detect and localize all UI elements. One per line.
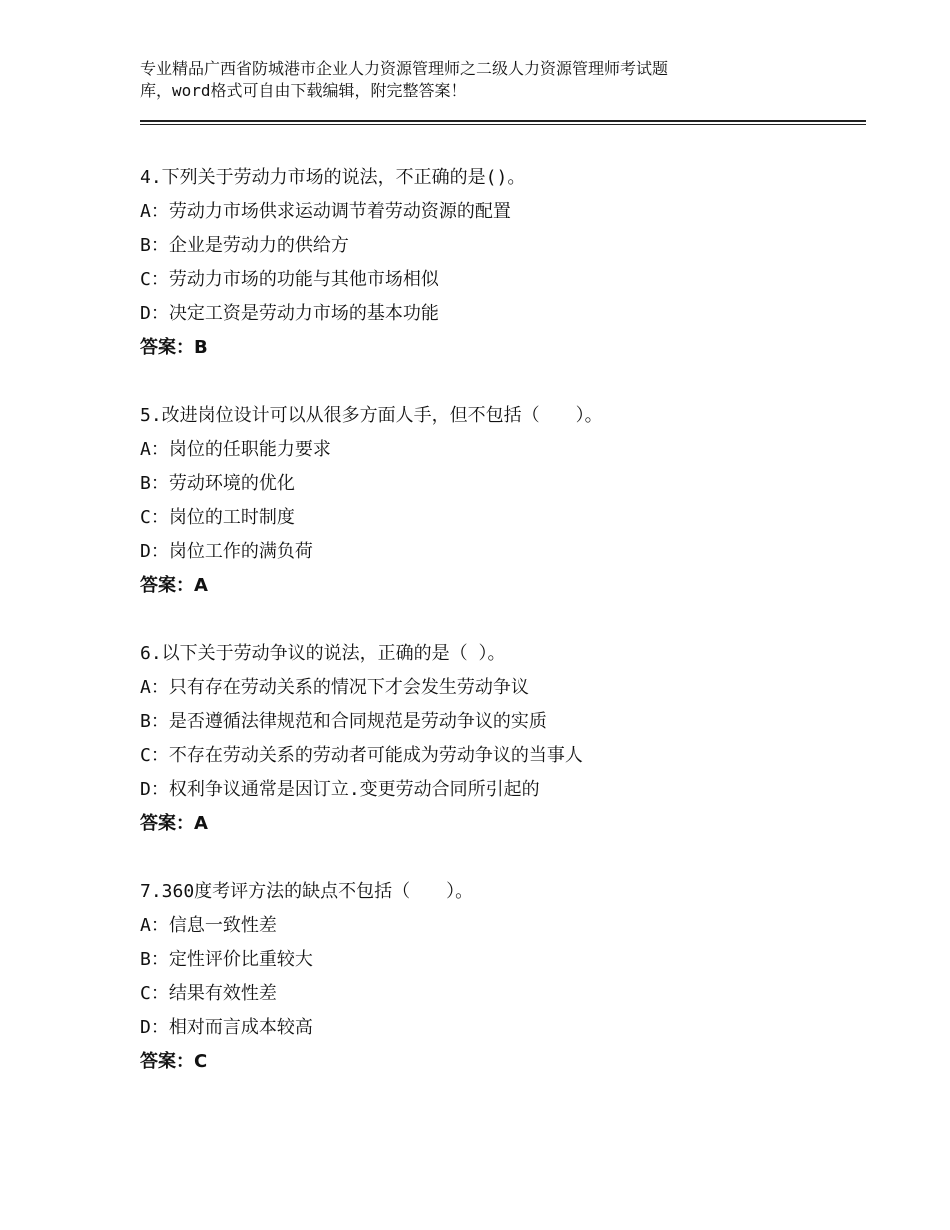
question-7 — [140, 875, 860, 1079]
option-b: B：是否遵循法律规范和合同规范是劳动争议的实质 — [140, 711, 547, 732]
option-b: B：企业是劳动力的供给方 — [140, 235, 349, 256]
option-c: C：劳动力市场的功能与其他市场相似 — [140, 269, 439, 290]
option-b: B：定性评价比重较大 — [140, 949, 313, 970]
option-c: C：不存在劳动关系的劳动者可能成为劳动争议的当事人 — [140, 745, 583, 766]
question-stem: 7.360度考评方法的缺点不包括（ ）。 — [140, 881, 474, 902]
option-d: D：岗位工作的满负荷 — [140, 541, 313, 562]
option-c: C：岗位的工时制度 — [140, 507, 295, 528]
answer: 答案：A — [140, 813, 208, 834]
option-a: A：信息一致性差 — [140, 915, 277, 936]
question-stem: 4.下列关于劳动力市场的说法，不正确的是()。 — [140, 167, 526, 188]
answer: 答案：C — [140, 1051, 208, 1072]
header-divider-thin — [140, 124, 866, 125]
option-d: D：相对而言成本较高 — [140, 1017, 313, 1038]
answer: 答案：B — [140, 337, 208, 358]
question-list — [140, 161, 860, 1113]
option-b: B：劳动环境的优化 — [140, 473, 295, 494]
question-stem: 5.改进岗位设计可以从很多方面人手，但不包括（ ）。 — [140, 405, 603, 426]
option-c: C：结果有效性差 — [140, 983, 277, 1004]
option-a: A：只有存在劳动关系的情况下才会发生劳动争议 — [140, 677, 529, 698]
question-6 — [140, 637, 860, 841]
header-line-1: 专业精品广西省防城港市企业人力资源管理师之二级人力资源管理师考试题 — [140, 59, 669, 78]
option-d: D：权利争议通常是因订立.变更劳动合同所引起的 — [140, 779, 540, 800]
question-stem: 6.以下关于劳动争议的说法，正确的是（ ）。 — [140, 643, 506, 664]
header-line-2: 库，word格式可自由下载编辑，附完整答案！ — [140, 81, 467, 100]
option-d: D：决定工资是劳动力市场的基本功能 — [140, 303, 439, 324]
header-divider — [140, 120, 866, 122]
option-a: A：岗位的任职能力要求 — [140, 439, 331, 460]
option-a: A：劳动力市场供求运动调节着劳动资源的配置 — [140, 201, 511, 222]
document-header — [140, 58, 780, 102]
question-4 — [140, 161, 860, 365]
question-5 — [140, 399, 860, 603]
answer: 答案：A — [140, 575, 208, 596]
